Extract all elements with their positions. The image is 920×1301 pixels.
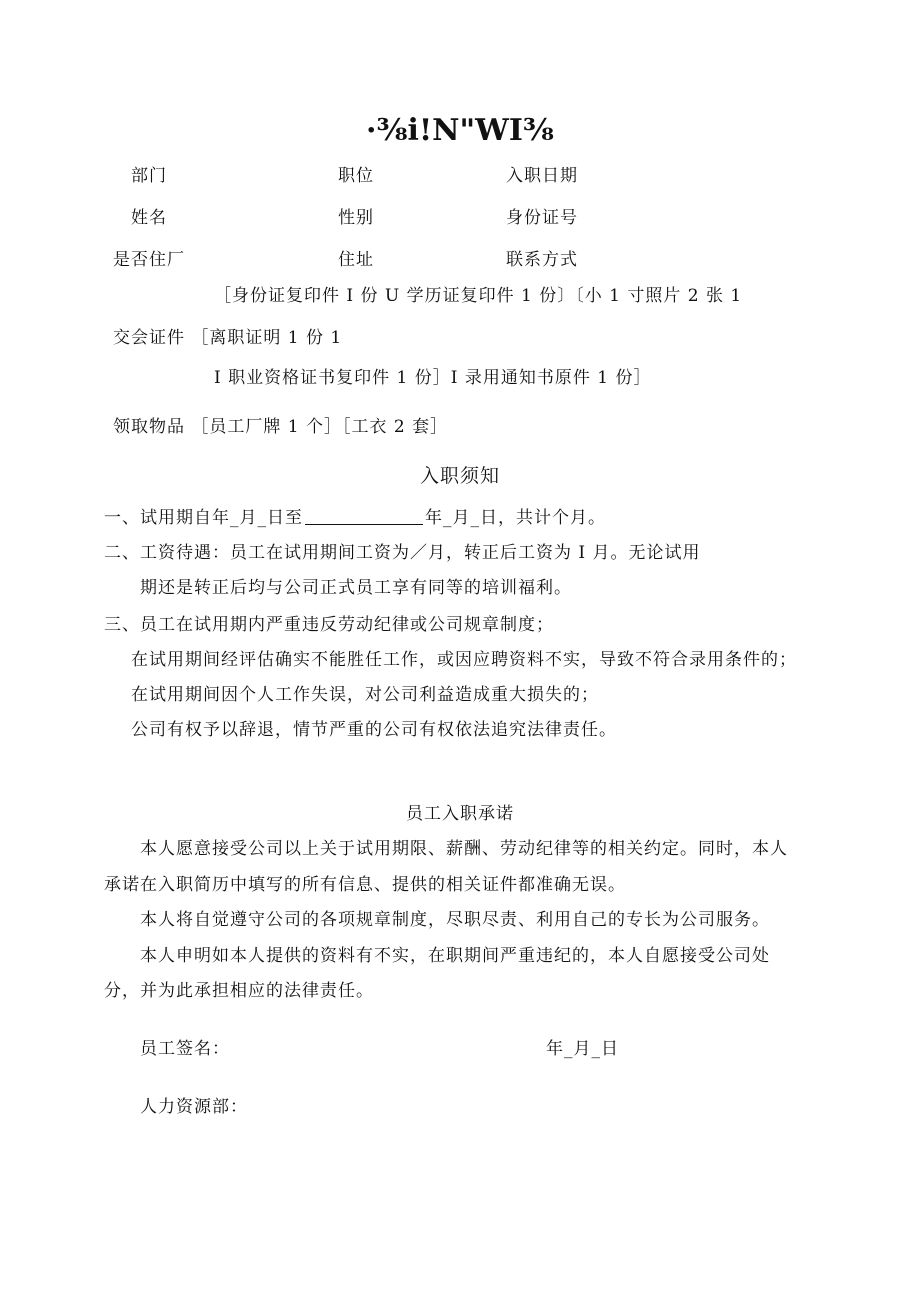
field-label-address: 住址 xyxy=(338,250,374,270)
notice-line-6: 公司有权予以辞退，情节严重的公司有权依法追究法律责任。 xyxy=(131,720,617,740)
items-label: 领取物品 xyxy=(113,417,185,437)
docs-label-text: 交会证件 xyxy=(113,328,185,348)
date-blank-line xyxy=(305,508,423,525)
notice-line-2: 二、工资待遇：员工在试用期间工资为／月，转正后工资为 I 月。无论试用 xyxy=(104,543,701,563)
commitment-p3b: 分，并为此承担相应的法律责任。 xyxy=(104,981,374,1001)
notice-line-3: 三、员工在试用期内严重违反劳动纪律或公司规章制度； xyxy=(104,615,554,635)
notice-line-5: 在试用期间因个人工作失误，对公司利益造成重大损失的； xyxy=(131,685,599,705)
docs-line-1: ［身份证复印件 I 份 U 学历证复印件 1 份〕〔小 1 寸照片 2 张 1 xyxy=(214,286,743,306)
docs-line-3: I 职业资格证书复印件 1 份］I 录用通知书原件 1 份］ xyxy=(214,368,652,388)
notice-line-1-end: 年_月_日，共计个月。 xyxy=(425,508,606,528)
signature-date: 年_月_日 xyxy=(546,1039,619,1059)
commitment-p1b: 承诺在入职简历中填写的所有信息、提供的相关证件都准确无误。 xyxy=(104,875,626,895)
docs-label xyxy=(113,327,342,349)
notice-heading: 入职须知 xyxy=(419,465,500,487)
field-label-dorm: 是否住厂 xyxy=(113,250,185,270)
employee-signature-label: 员工签名： xyxy=(140,1039,230,1059)
field-label-entry-date: 入职日期 xyxy=(506,166,578,186)
notice-line-2b: 期还是转正后均与公司正式员工享有同等的培训福利。 xyxy=(140,578,572,598)
page-title: ·⅜i!N"WI⅜ xyxy=(366,113,554,148)
field-label-id-number: 身份证号 xyxy=(506,208,578,228)
notice-line-1 xyxy=(104,507,606,529)
commitment-heading: 员工入职承诺 xyxy=(406,804,514,824)
commitment-p1a: 本人愿意接受公司以上关于试用期限、薪酬、劳动纪律等的相关约定。同时，本人 xyxy=(140,839,788,859)
items-text: ［员工厂牌 1 个］［工衣 2 套］ xyxy=(191,417,449,437)
items-row xyxy=(113,416,448,438)
notice-line-4: 在试用期间经评估确实不能胜任工作，或因应聘资料不实，导致不符合录用条件的； xyxy=(131,650,797,670)
commitment-p2: 本人将自觉遵守公司的各项规章制度，尽职尽责、利用自己的专长为公司服务。 xyxy=(140,910,770,930)
hr-signature-label: 人力资源部： xyxy=(140,1097,248,1117)
docs-line-2: ［离职证明 1 份 1 xyxy=(191,328,343,348)
field-label-dept: 部门 xyxy=(131,166,167,186)
commitment-p3a: 本人申明如本人提供的资料有不实，在职期间严重违纪的，本人自愿接受公司处 xyxy=(140,946,770,966)
field-label-contact: 联系方式 xyxy=(506,250,578,270)
field-label-gender: 性别 xyxy=(338,208,374,228)
notice-line-1-start: 一、试用期自年_月_日至 xyxy=(104,508,303,528)
field-label-name: 姓名 xyxy=(131,208,167,228)
field-label-position: 职位 xyxy=(338,166,374,186)
